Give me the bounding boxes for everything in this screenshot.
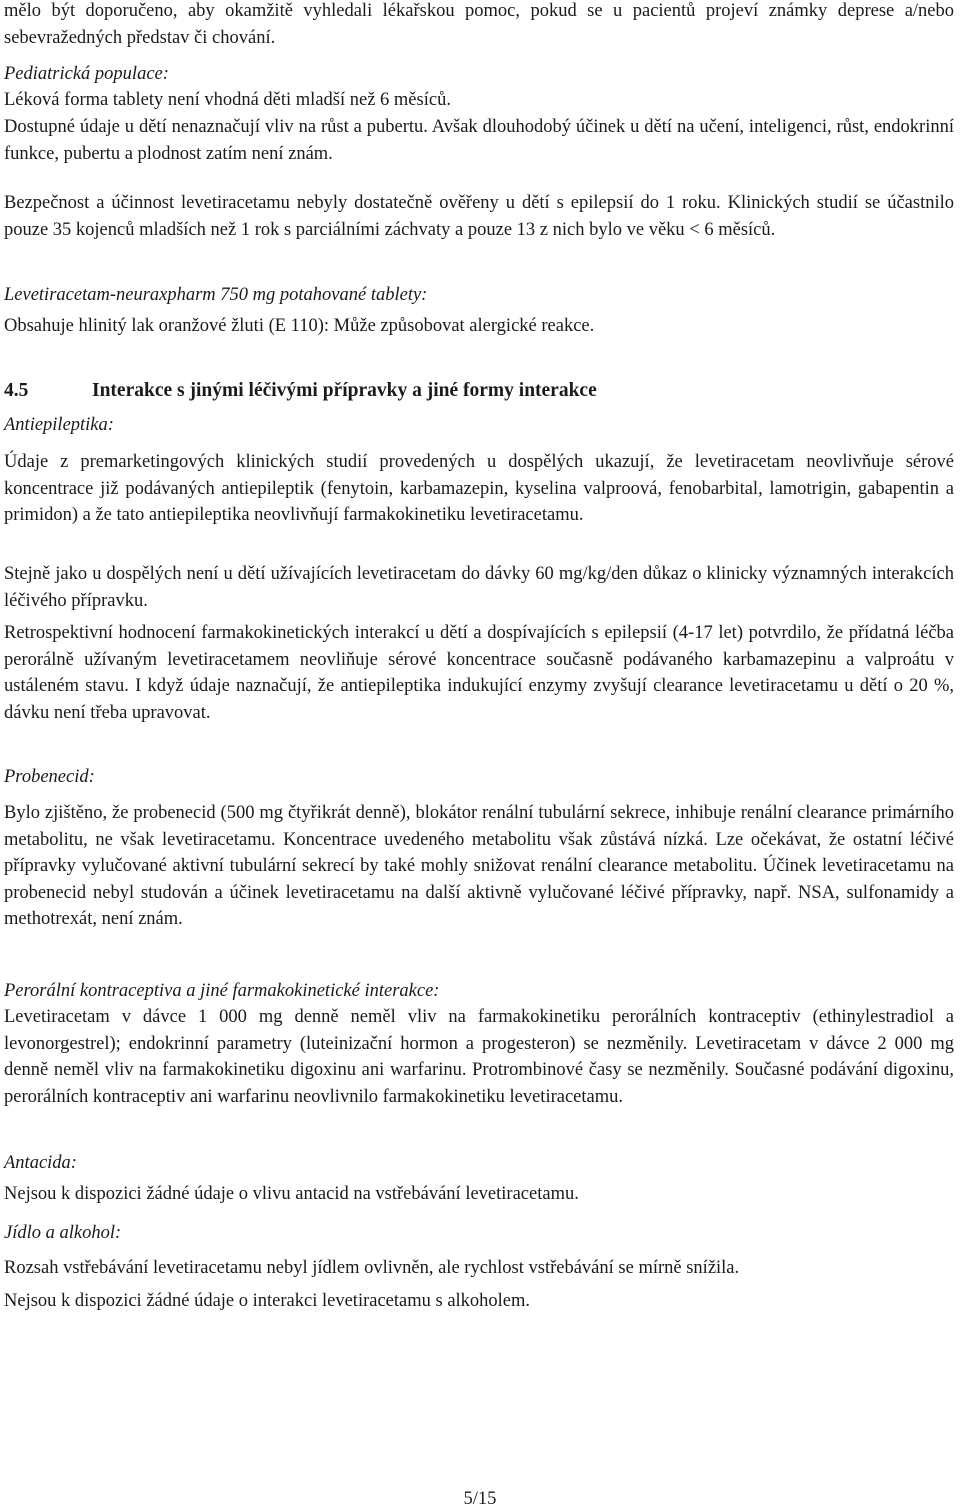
section-title: Interakce s jinými léčivými přípravky a jiné formy interakce: [92, 380, 597, 401]
pediatric-paragraph-1: Léková forma tablety není vhodná děti mladší než 6 měsíců.: [4, 90, 451, 110]
probenecid-heading: Probenecid:: [4, 767, 95, 787]
antacids-heading: Antacida:: [4, 1153, 77, 1173]
product-heading: Levetiracetam-neuraxpharm 750 mg potahované tablety:: [4, 285, 428, 305]
pediatric-paragraph-3: Bezpečnost a účinnost levetiracetamu nebyly dostatečně ověřeny u dětí s epilepsií do 1 roku. Klinických studií se účastnilo pouze 35 kojenců mladších než 1 rok s parciálními záchvaty a pouze 13 z nich bylo ve věku < 6 měsíců.: [4, 193, 954, 240]
antiepileptics-paragraph-3: Retrospektivní hodnocení farmakokinetických interakcí u dětí a dospívajících s epilepsií (4-17 let) potvrdilo, že přídatná léčba perorálně užívaným levetiracetamem neovliňuje sérové koncentrace současně podávaného karbamazepinu a valproátu v ustáleném stavu. I když údaje naznačují, že antiepileptika indukující enzymy zvyšují clearance levetiracetamu u dětí o 20 %, dávku není třeba upravovat.: [4, 623, 954, 723]
continuation-paragraph: mělo být doporučeno, aby okamžitě vyhledali lékařskou pomoc, pokud se u pacientů projeví známky deprese a/nebo sebevražedných představ či chování.: [4, 1, 954, 48]
food-paragraph-2: Nejsou k dispozici žádné údaje o interakci levetiracetamu s alkoholem.: [4, 1291, 531, 1311]
product-text: Obsahuje hlinitý lak oranžové žluti (E 110): Může způsobovat alergické reakce.: [4, 316, 595, 336]
food-paragraph-1: Rozsah vstřebávání levetiracetamu nebyl jídlem ovlivněn, ale rychlost vstřebávání se mírně snížila.: [4, 1258, 740, 1278]
antiepileptics-paragraph-2: Stejně jako u dospělých není u dětí užívajících levetiracetam do dávky 60 mg/kg/den důkaz o klinicky významných interakcích léčivého přípravku.: [4, 564, 954, 611]
contraceptives-text: Levetiracetam v dávce 1 000 mg denně neměl vliv na farmakokinetiku perorálních kontraceptiv (ethinylestradiol a levonorgestrel); endokrinní parametry (luteinizační hormon a progesteron) se nezměnily. Levetiracetam v dávce 2 000 mg denně neměl vliv na farmakokinetiku digoxinu ani warfarinu. Protrombinové časy se nezměnily. Současné podávání digoxinu, perorálních kontraceptiv ani warfarinu neovlivnilo farmakokinetiku levetiracetamu.: [4, 1007, 954, 1107]
section-number: 4.5: [4, 380, 29, 401]
antiepileptics-heading: Antiepileptika:: [4, 415, 114, 435]
page-number: 5/15: [463, 1489, 497, 1509]
antiepileptics-paragraph-1: Údaje z premarketingových klinických studií provedených u dospělých ukazují, že levetiracetam neovlivňuje sérové koncentrace již podávaných antiepileptik (fenytoin, karbamazepin, kyselina valproová, fenobarbital, lamotrigin, gabapentin a primidon) a že tato antiepileptika neovlivňují farmakokinetiku levetiracetamu.: [4, 452, 954, 525]
antacids-text: Nejsou k dispozici žádné údaje o vlivu antacid na vstřebávání levetiracetamu.: [4, 1184, 579, 1204]
pediatric-paragraph-2: Dostupné údaje u dětí nenaznačují vliv na růst a pubertu. Avšak dlouhodobý účinek u dětí na učení, inteligenci, růst, endokrinní funkce, pubertu a plodnost zatím není znám.: [4, 117, 954, 164]
contraceptives-heading: Perorální kontraceptiva a jiné farmakokinetické interakce:: [4, 981, 440, 1001]
section-heading: [4, 378, 597, 404]
food-heading: Jídlo a alkohol:: [4, 1223, 122, 1243]
pediatric-heading: Pediatrická populace:: [4, 64, 169, 84]
probenecid-text: Bylo zjištěno, že probenecid (500 mg čtyřikrát denně), blokátor renální tubulární sekrece, inhibuje renální clearance primárního metabolitu, ne však levetiracetamu. Koncentrace uvedeného metabolitu však zůstává nízká. Lze očekávat, že ostatní léčivé přípravky vylučované aktivní tubulární sekrecí by také mohly snižovat renální clearance metabolitu. Účinek levetiracetamu na probenecid nebyl studován a účinek levetiracetamu na další aktivně vylučované léčivé přípravky, např. NSA, sulfonamidy a methotrexát, není znám.: [4, 803, 954, 929]
